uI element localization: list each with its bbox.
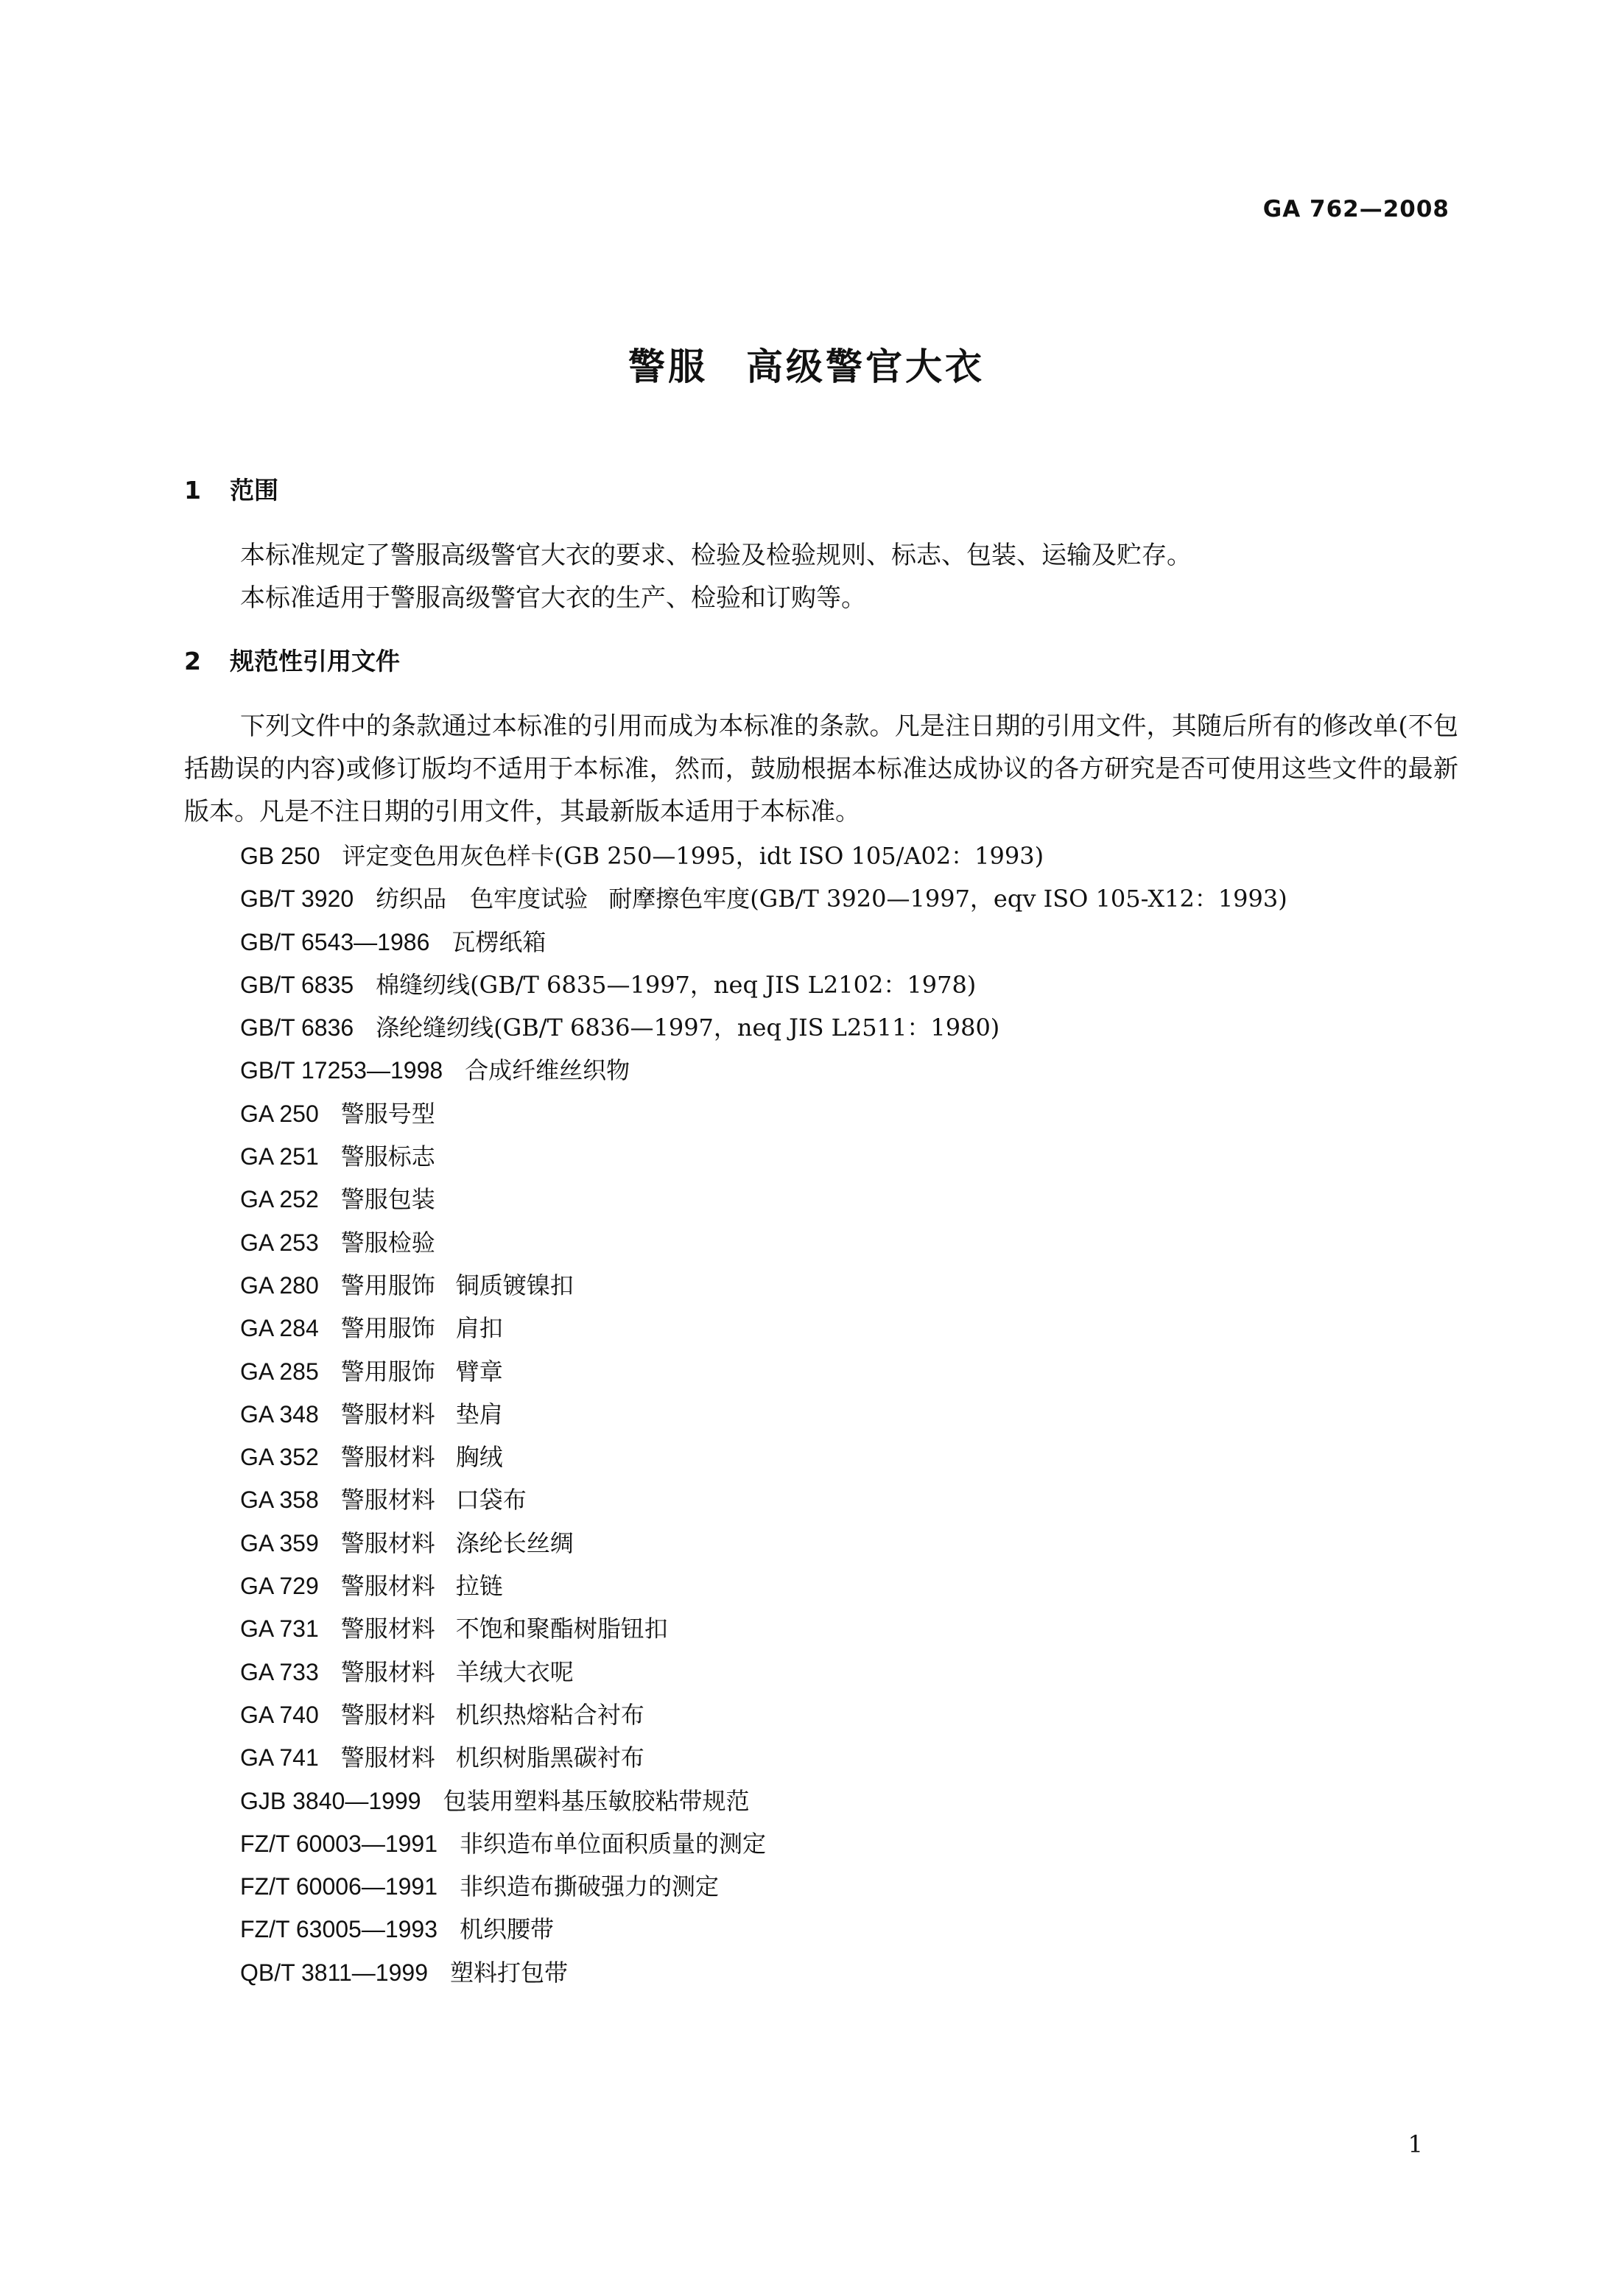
- reference-title: 机织腰带: [460, 1915, 555, 1944]
- page-number: 1: [1408, 2130, 1423, 2158]
- section-2-heading: [184, 642, 400, 677]
- reference-title: 纺织品 色牢度试验: [376, 885, 588, 913]
- reference-title: 警服材料: [340, 1486, 435, 1514]
- reference-code: FZ/T 63005—1993: [240, 1916, 438, 1943]
- title-part-1: 警服: [628, 345, 708, 388]
- reference-subtitle: 胸绒: [455, 1443, 503, 1472]
- title-part-2: 高级警官大衣: [746, 345, 985, 388]
- reference-title: 警用服饰: [340, 1357, 435, 1386]
- reference-title: 塑料打包带: [449, 1958, 568, 1987]
- reference-list: [240, 835, 1287, 1994]
- reference-title: 包装用塑料基压敏胶粘带规范: [443, 1786, 750, 1815]
- paragraph: 下列文件中的条款通过本标准的引用而成为本标准的条款。凡是注日期的引用文件，其随后所有的修改单(不包括勘误的内容)或修订版均不适用于本标准，然而，鼓励根据本标准达成协议的各方研究是否可使用这些文件的最新版本。凡是不注日期的引用文件，其最新版本适用于本标准。: [184, 712, 1458, 826]
- reference-item: [240, 1780, 1287, 1822]
- reference-code: GB/T 6836: [240, 1014, 354, 1042]
- reference-item: [240, 1006, 1287, 1049]
- reference-title: 警服材料: [340, 1744, 435, 1772]
- reference-subtitle: 拉链: [455, 1572, 503, 1601]
- reference-code: FZ/T 60006—1991: [240, 1873, 438, 1900]
- reference-subtitle: 垫肩: [455, 1400, 503, 1428]
- reference-code: GB/T 17253—1998: [240, 1057, 443, 1084]
- reference-code: GB/T 6543—1986: [240, 928, 430, 955]
- reference-title: 涤纶缝纫线(GB/T 6836—1997，neq JIS L2511：1980): [376, 1014, 1000, 1042]
- reference-item: [240, 1651, 1287, 1693]
- reference-item: [240, 1522, 1287, 1565]
- reference-code: GA 285: [240, 1358, 319, 1385]
- reference-code: QB/T 3811—1999: [240, 1959, 428, 1986]
- reference-title: 警服材料: [340, 1572, 435, 1601]
- section-number: 2: [184, 647, 201, 675]
- standard-code: GA 762—2008: [1262, 196, 1449, 222]
- reference-title: 非织造布单位面积质量的测定: [460, 1829, 767, 1858]
- section-1-body: [184, 534, 1458, 619]
- reference-title: 警服材料: [340, 1700, 435, 1729]
- reference-code: GA 348: [240, 1400, 319, 1428]
- reference-title: 警服检验: [340, 1228, 435, 1257]
- reference-code: GJB 3840—1999: [240, 1787, 421, 1814]
- reference-code: GA 251: [240, 1143, 319, 1170]
- reference-subtitle: 口袋布: [455, 1486, 527, 1514]
- reference-code: GA 358: [240, 1486, 319, 1514]
- reference-code: GA 729: [240, 1573, 319, 1600]
- reference-item: [240, 1436, 1287, 1478]
- reference-item: [240, 1865, 1287, 1908]
- reference-code: GA 741: [240, 1744, 319, 1772]
- section-title: 范围: [230, 476, 278, 505]
- reference-code: GA 733: [240, 1658, 319, 1685]
- section-number: 1: [184, 476, 201, 505]
- reference-subtitle: 耐摩擦色牢度(GB/T 3920—1997，eqv ISO 105-X12：1993): [608, 885, 1287, 913]
- section-1-heading: [184, 471, 278, 506]
- paragraph: 本标准规定了警服高级警官大衣的要求、检验及检验规则、标志、包装、运输及贮存。: [240, 541, 1192, 570]
- reference-code: GA 250: [240, 1100, 319, 1127]
- page-title: [0, 337, 1613, 390]
- reference-subtitle: 不饱和聚酯树脂钮扣: [455, 1615, 668, 1643]
- reference-code: GA 253: [240, 1229, 319, 1256]
- reference-code: GA 280: [240, 1271, 319, 1299]
- reference-item: [240, 1822, 1287, 1865]
- reference-item: [240, 963, 1287, 1006]
- reference-title: 警用服饰: [340, 1314, 435, 1343]
- reference-title: 合成纤维丝织物: [465, 1056, 630, 1085]
- reference-code: GA 352: [240, 1444, 319, 1471]
- reference-title: 棉缝纫线(GB/T 6835—1997，neq JIS L2102：1978): [376, 970, 977, 999]
- reference-item: [240, 921, 1287, 963]
- reference-subtitle: 羊绒大衣呢: [455, 1657, 574, 1686]
- reference-item: [240, 1221, 1287, 1264]
- reference-subtitle: 机织树脂黑碳衬布: [455, 1744, 644, 1772]
- reference-title: 警服包装: [340, 1185, 435, 1214]
- reference-code: GA 252: [240, 1186, 319, 1213]
- reference-item: [240, 1092, 1287, 1135]
- reference-title: 警服材料: [340, 1528, 435, 1557]
- reference-code: FZ/T 60003—1991: [240, 1830, 438, 1857]
- reference-title: 警服号型: [340, 1099, 435, 1128]
- reference-subtitle: 机织热熔粘合衬布: [455, 1700, 644, 1729]
- reference-subtitle: 臂章: [455, 1357, 503, 1386]
- reference-subtitle: 肩扣: [455, 1314, 503, 1343]
- reference-title: 警服材料: [340, 1443, 435, 1472]
- reference-item: [240, 1693, 1287, 1736]
- reference-title: 警服材料: [340, 1657, 435, 1686]
- section-2-body: [184, 705, 1458, 833]
- reference-item: [240, 1393, 1287, 1436]
- reference-item: [240, 1908, 1287, 1951]
- reference-item: [240, 1565, 1287, 1607]
- reference-item: [240, 835, 1287, 877]
- reference-title: 警服材料: [340, 1615, 435, 1643]
- reference-code: GB/T 3920: [240, 885, 354, 913]
- reference-title: 警服材料: [340, 1400, 435, 1428]
- reference-title: 瓦楞纸箱: [451, 927, 547, 956]
- reference-code: GA 284: [240, 1315, 319, 1342]
- reference-item: [240, 1135, 1287, 1178]
- reference-code: GA 740: [240, 1701, 319, 1728]
- reference-item: [240, 1049, 1287, 1092]
- reference-title: 非织造布撕破强力的测定: [460, 1872, 720, 1901]
- reference-title: 警用服饰: [340, 1271, 435, 1299]
- reference-code: GA 731: [240, 1615, 319, 1643]
- reference-subtitle: 铜质镀镍扣: [455, 1271, 574, 1299]
- reference-code: GB 250: [240, 843, 320, 869]
- reference-item: [240, 1264, 1287, 1307]
- paragraph: 本标准适用于警服高级警官大衣的生产、检验和订购等。: [240, 583, 866, 613]
- reference-item: [240, 1951, 1287, 1994]
- section-title: 规范性引用文件: [230, 647, 400, 675]
- reference-item: [240, 1478, 1287, 1521]
- reference-subtitle: 涤纶长丝绸: [455, 1528, 574, 1557]
- reference-item: [240, 1607, 1287, 1650]
- reference-item: [240, 877, 1287, 920]
- reference-item: [240, 1350, 1287, 1393]
- reference-code: GB/T 6835: [240, 971, 354, 998]
- reference-item: [240, 1178, 1287, 1221]
- reference-item: [240, 1307, 1287, 1349]
- reference-title: 评定变色用灰色样卡(GB 250—1995，idt ISO 105/A02：1993): [342, 842, 1044, 870]
- reference-code: GA 359: [240, 1529, 319, 1556]
- reference-title: 警服标志: [340, 1142, 435, 1171]
- reference-item: [240, 1736, 1287, 1779]
